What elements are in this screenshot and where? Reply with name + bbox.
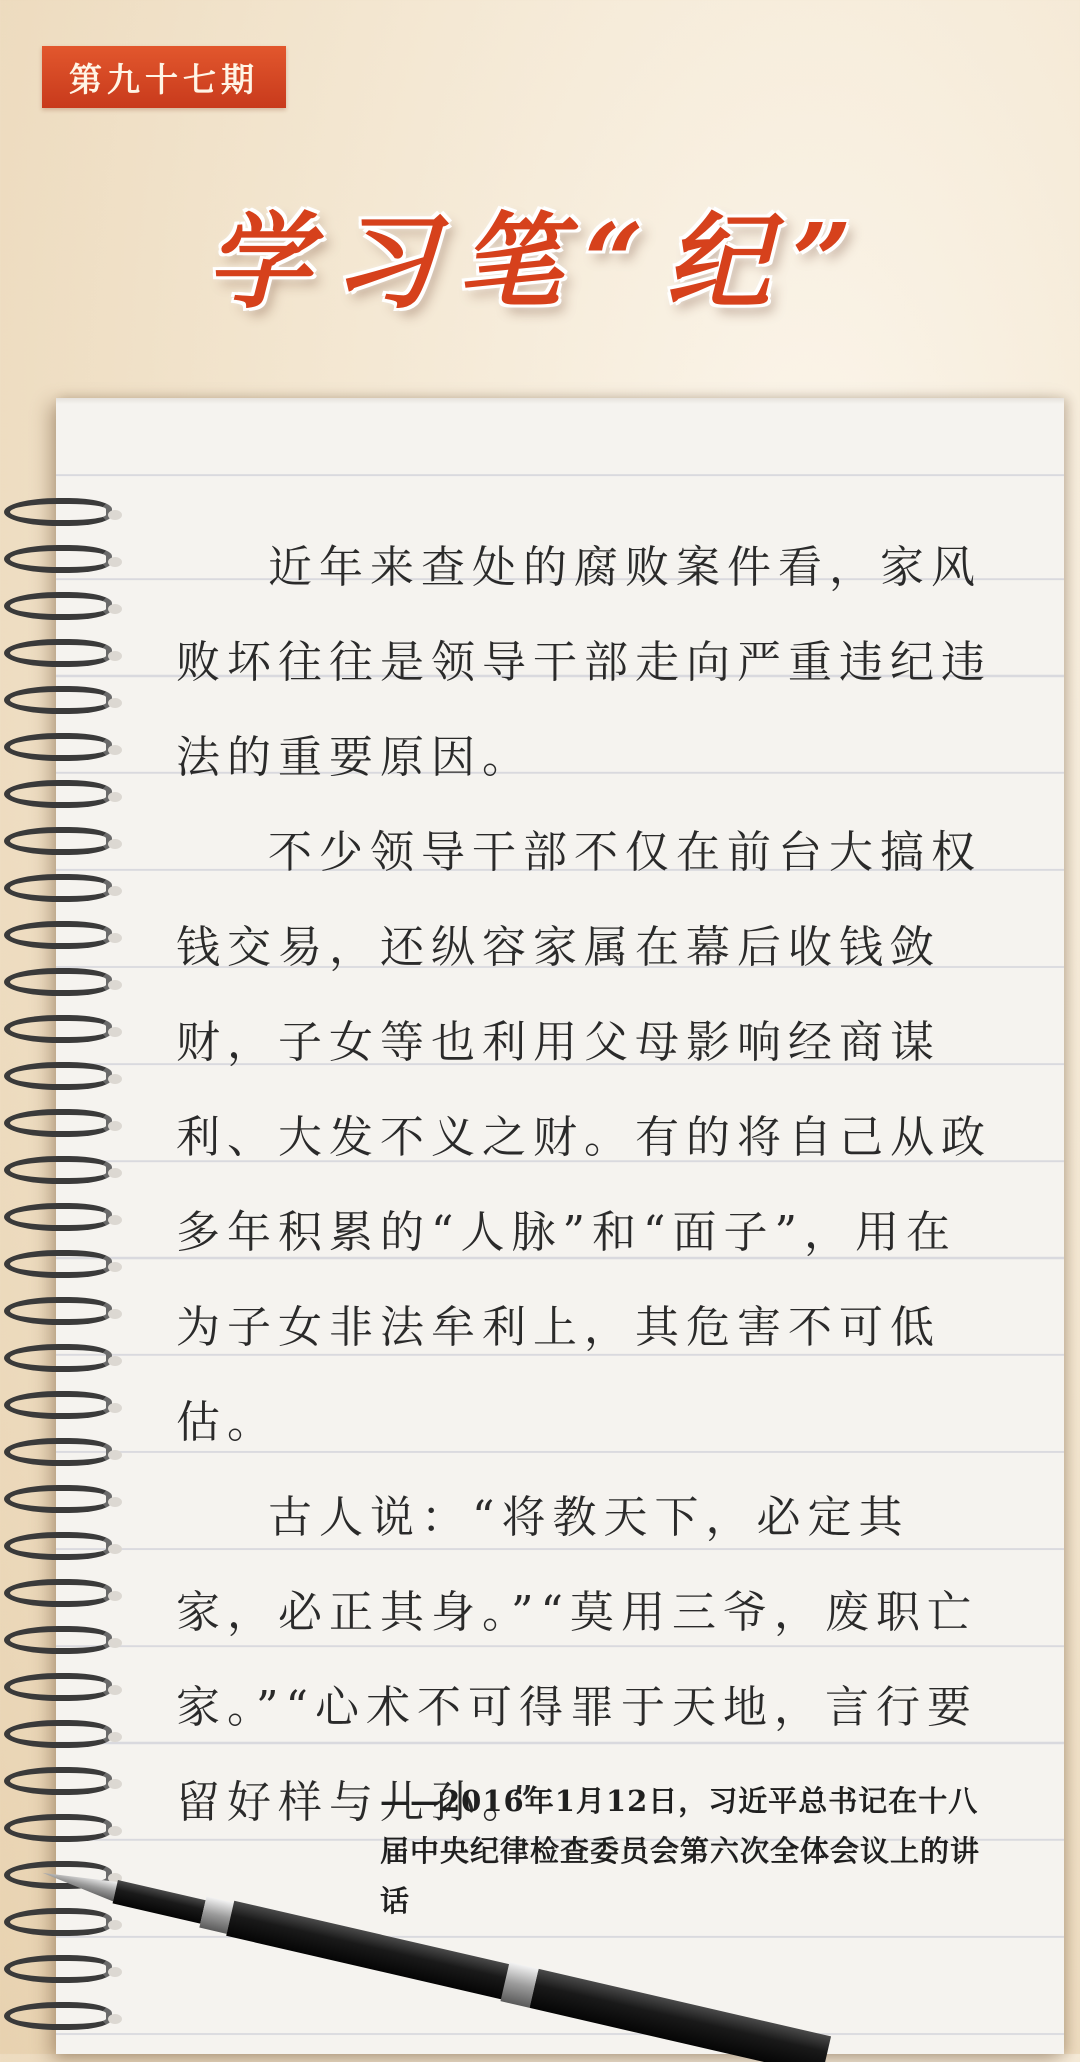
- handwritten-note: [176, 520, 996, 1850]
- spiral-ring: [4, 1626, 112, 1654]
- spiral-ring: [4, 921, 112, 949]
- spiral-ring: [4, 874, 112, 902]
- spiral-ring: [4, 592, 112, 620]
- note-paragraph: 不少领导干部不仅在前台大搞权钱交易，还纵容家属在幕后收钱敛财，子女等也利用父母影响经商谋利、大发不义之财。有的将自己从政多年积累的“人脉”和“面子”，用在为子女非法牟利上，其危害不可低估。: [176, 827, 992, 1448]
- page-title: 学习笔“纪”: [206, 200, 874, 323]
- spiral-binding: [0, 498, 120, 2054]
- spiral-ring: [4, 1767, 112, 1795]
- spiral-ring: [4, 686, 112, 714]
- notepad-top-edge: [56, 398, 1064, 404]
- spiral-ring: [4, 1250, 112, 1278]
- spiral-ring: [4, 1344, 112, 1372]
- spiral-ring: [4, 1156, 112, 1184]
- spiral-ring: [4, 639, 112, 667]
- spiral-ring: [4, 827, 112, 855]
- spiral-ring: [4, 498, 112, 526]
- spiral-ring: [4, 1015, 112, 1043]
- note-paragraph: 古人说：“将教天下，必定其家，必正其身。”“莫用三爷，废职亡家。”“心术不可得罪于天地，言行要留好样与儿孙。”: [176, 1492, 978, 1828]
- spiral-ring: [4, 1203, 112, 1231]
- spiral-ring: [4, 1391, 112, 1419]
- spiral-ring: [4, 1062, 112, 1090]
- spiral-ring: [4, 1297, 112, 1325]
- spiral-ring: [4, 1720, 112, 1748]
- spiral-ring: [4, 968, 112, 996]
- note-paragraph: 近年来查处的腐败案件看，家风败坏往往是领导干部走向严重违纪违法的重要原因。: [176, 542, 992, 783]
- spiral-ring: [4, 780, 112, 808]
- spiral-ring: [4, 1485, 112, 1513]
- quote-source: ——2016年1月12日，习近平总书记在十八届中央纪律检查委员会第六次全体会议上的讲话: [380, 1784, 981, 1918]
- spiral-ring: [4, 1438, 112, 1466]
- spiral-ring: [4, 733, 112, 761]
- issue-badge: 第九十七期: [42, 46, 286, 108]
- spiral-ring: [4, 1579, 112, 1607]
- spiral-ring: [4, 1109, 112, 1137]
- spiral-ring: [4, 1532, 112, 1560]
- fountain-pen-illustration: [40, 1862, 940, 2062]
- spiral-ring: [4, 545, 112, 573]
- spiral-ring: [4, 1814, 112, 1842]
- spiral-ring: [4, 1673, 112, 1701]
